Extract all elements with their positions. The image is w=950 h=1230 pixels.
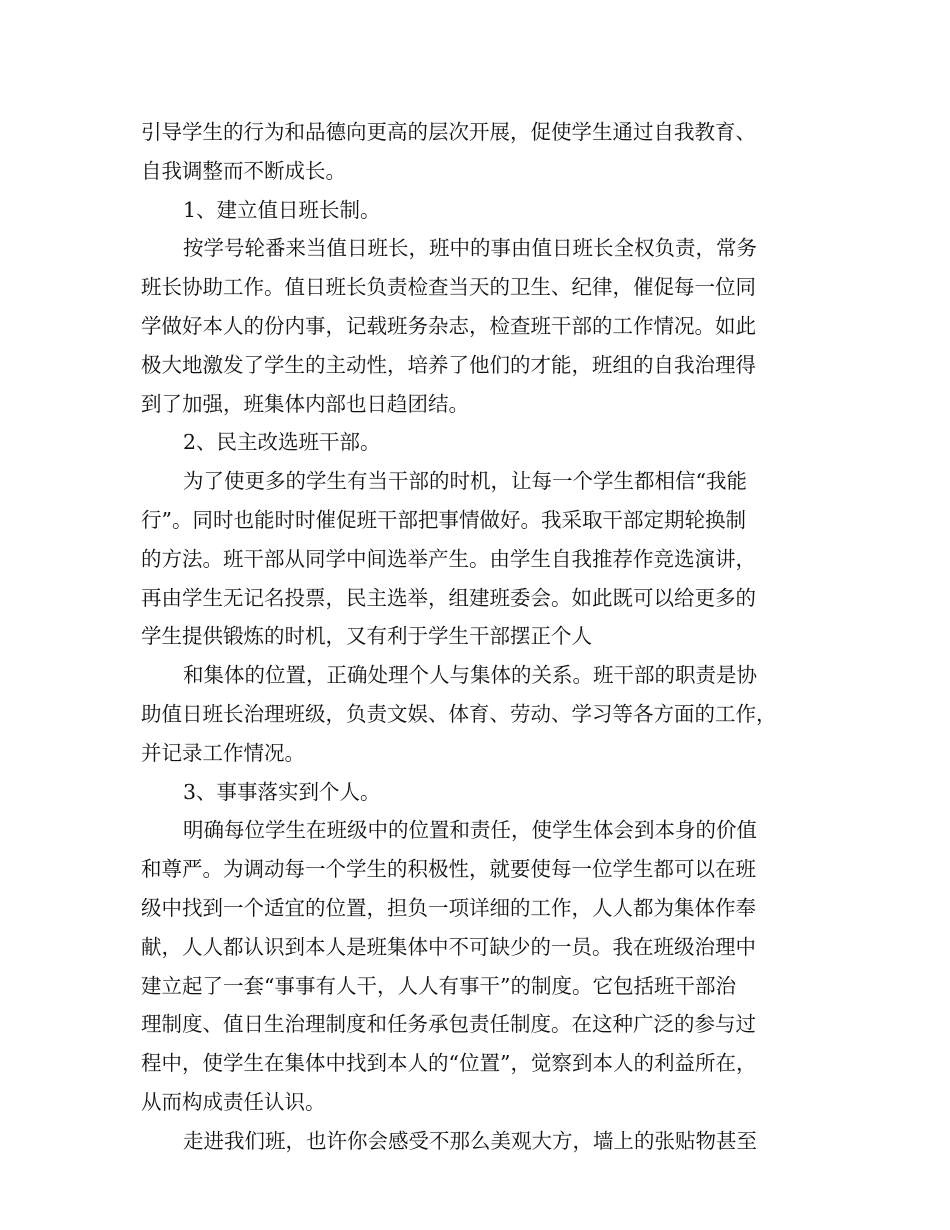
text-line: 按学号轮番来当值日班长，班中的事由值日班长全权负责，常务 xyxy=(183,236,757,261)
document-body xyxy=(141,113,811,1161)
text-line: 从而构成责任认识。 xyxy=(141,1089,326,1114)
text-line: 级中找到一个适宜的位置，担负一项详细的工作，人人都为集体作奉 xyxy=(141,895,756,920)
text-line: 走进我们班，也许你会感受不那么美观大方，墙上的张贴物甚至 xyxy=(183,1128,757,1153)
text-line: 1、建立值日班长制。 xyxy=(183,197,381,222)
text-line: 2、民主改选班干部。 xyxy=(183,430,381,455)
text-line: 为了使更多的学生有当干部的时机，让每一个学生都相信“我能 xyxy=(183,469,747,494)
text-line: 程中，使学生在集体中找到本人的“位置”，觉察到本人的利益所在， xyxy=(141,1051,757,1076)
text-line: 极大地激发了学生的主动性，培养了他们的才能，班组的自我治理得 xyxy=(141,352,756,377)
text-line: 明确每位学生在班级中的位置和责任，使学生体会到本身的价值 xyxy=(183,818,757,843)
text-line: 引导学生的行为和品德向更高的层次开展，促使学生通过自我教育、 xyxy=(141,120,756,144)
text-line: 和集体的位置，正确处理个人与集体的关系。班干部的职责是协 xyxy=(183,663,757,688)
text-line: 献，人人都认识到本人是班集体中不可缺少的一员。我在班级治理中 xyxy=(141,934,756,959)
text-line: 建立起了一套“事事有人干，人人有事干”的制度。它包括班干部治 xyxy=(141,973,736,998)
text-line: 行”。同时也能时时催促班干部把事情做好。我采取干部定期轮换制 xyxy=(141,507,746,532)
text-line: 和尊严。为调动每一个学生的积极性，就要使每一位学生都可以在班 xyxy=(141,857,756,882)
text-line: 自我调整而不断成长。 xyxy=(141,158,346,183)
text-line: 3、事事落实到个人。 xyxy=(183,779,381,804)
text-line: 助值日班长治理班级，负责文娱、体育、劳动、学习等各方面的工作， xyxy=(141,701,777,726)
text-line: 并记录工作情况。 xyxy=(141,740,305,765)
text-line: 到了加强，班集体内部也日趋团结。 xyxy=(141,391,469,416)
text-line: 学生提供锻炼的时机，又有利于学生干部摆正个人 xyxy=(141,624,592,649)
text-line: 的方法。班干部从同学中间选举产生。由学生自我推荐作竞选演讲， xyxy=(141,546,756,571)
text-line: 班长协助工作。值日班长负责检查当天的卫生、纪律，催促每一位同 xyxy=(141,275,756,300)
text-line: 理制度、值日生治理制度和任务承包责任制度。在这种广泛的参与过 xyxy=(141,1012,756,1037)
text-line: 学做好本人的份内事，记载班务杂志，检查班干部的工作情况。如此 xyxy=(141,313,756,338)
text-line: 再由学生无记名投票，民主选举，组建班委会。如此既可以给更多的 xyxy=(141,585,756,610)
